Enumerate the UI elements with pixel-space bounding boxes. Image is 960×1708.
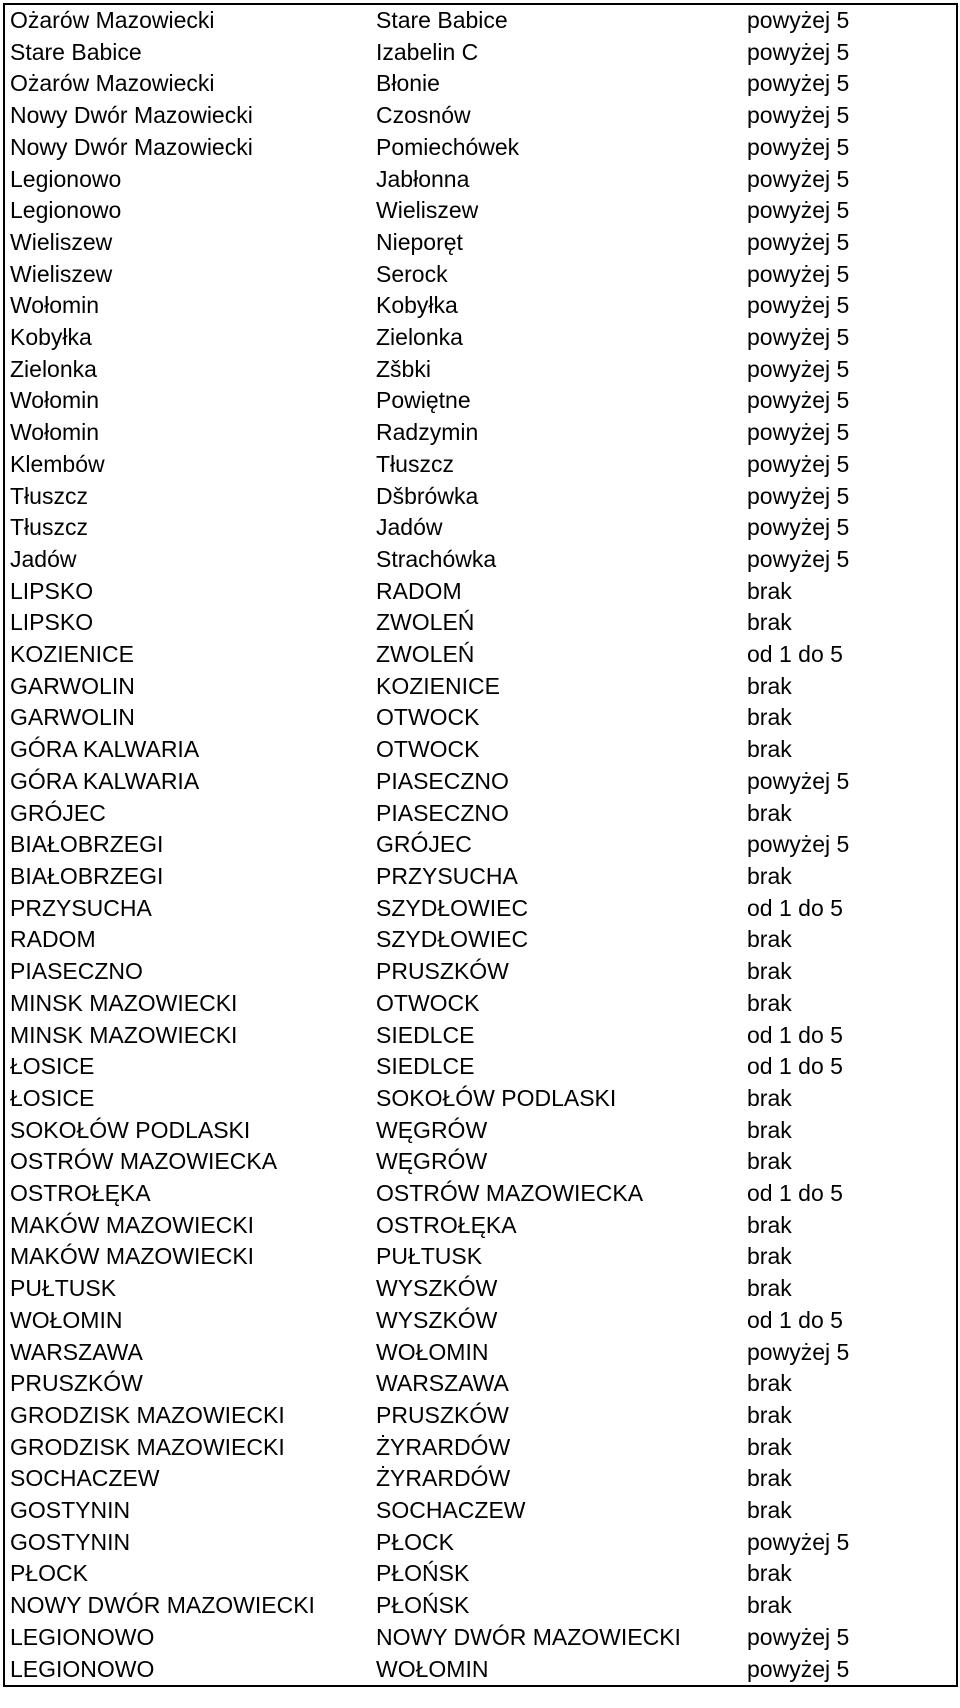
value-cell: powyżej 5: [747, 1528, 850, 1555]
table-row: [4, 1115, 957, 1147]
table-row: [4, 259, 957, 291]
to-cell: OTWOCK: [376, 989, 480, 1016]
to-cell: WOŁOMIN: [376, 1338, 489, 1365]
to-cell: Powiętne: [376, 387, 471, 414]
table-row: [4, 227, 957, 259]
value-cell: brak: [747, 1116, 792, 1143]
from-cell: Legionowo: [10, 165, 122, 192]
from-cell: GRODZISK MAZOWIECKI: [10, 1433, 285, 1460]
from-cell: SOCHACZEW: [10, 1465, 160, 1492]
table-row: [4, 988, 957, 1020]
to-cell: WYSZKÓW: [376, 1275, 498, 1302]
value-cell: powyżej 5: [747, 133, 850, 160]
table-row: [4, 544, 957, 576]
from-cell: GARWOLIN: [10, 704, 135, 731]
table-row: [4, 702, 957, 734]
value-cell: powyżej 5: [747, 831, 850, 858]
from-cell: Tłuszcz: [10, 514, 88, 541]
value-cell: brak: [747, 704, 792, 731]
to-cell: ŻYRARDÓW: [376, 1465, 511, 1492]
value-cell: brak: [747, 989, 792, 1016]
from-cell: Wieliszew: [10, 260, 113, 287]
value-cell: brak: [747, 1243, 792, 1270]
value-cell: powyżej 5: [747, 292, 850, 319]
to-cell: Stare Babice: [376, 7, 508, 33]
from-cell: PIASECZNO: [10, 958, 143, 985]
value-cell: powyżej 5: [747, 419, 850, 446]
table-row: [4, 607, 957, 639]
to-cell: PRUSZKÓW: [376, 1401, 509, 1428]
table-row: [4, 1178, 957, 1210]
table-row: [4, 671, 957, 703]
from-cell: MINSK MAZOWIECKI: [10, 989, 238, 1016]
value-cell: powyżej 5: [747, 228, 850, 255]
value-cell: powyżej 5: [747, 260, 850, 287]
table-row: [4, 861, 957, 893]
value-cell: brak: [747, 799, 792, 826]
to-cell: Zielonka: [376, 324, 463, 351]
to-cell: Tłuszcz: [376, 450, 454, 477]
from-cell: RADOM: [10, 926, 96, 953]
value-cell: brak: [747, 1465, 792, 1492]
table-row: [4, 1654, 957, 1687]
table-row: [4, 798, 957, 830]
value-cell: powyżej 5: [747, 355, 850, 382]
from-cell: GRÓJEC: [10, 799, 106, 826]
from-cell: Jadów: [10, 545, 77, 572]
table-row: [4, 195, 957, 227]
from-cell: Nowy Dwór Mazowiecki: [10, 102, 253, 129]
from-cell: MAKÓW MAZOWIECKI: [10, 1211, 255, 1238]
value-cell: powyżej 5: [747, 387, 850, 414]
table-row: [4, 576, 957, 608]
value-cell: brak: [747, 1433, 792, 1460]
value-cell: powyżej 5: [747, 102, 850, 129]
to-cell: OSTROŁĘKA: [376, 1211, 517, 1238]
to-cell: Izabelin C: [376, 38, 479, 65]
value-cell: powyżej 5: [747, 1338, 850, 1365]
to-cell: Kobyłka: [376, 292, 458, 319]
table-row: [4, 893, 957, 925]
to-cell: Radzymin: [376, 419, 479, 446]
table-row: [4, 1051, 957, 1083]
table-row: [4, 1368, 957, 1400]
from-cell: Wołomin: [10, 387, 100, 414]
to-cell: WOŁOMIN: [376, 1655, 489, 1682]
from-cell: Nowy Dwór Mazowiecki: [10, 133, 253, 160]
to-cell: Strachówka: [376, 545, 497, 572]
table-row: [4, 417, 957, 449]
from-cell: ŁOSICE: [10, 1084, 95, 1111]
value-cell: od 1 do 5: [747, 1053, 843, 1080]
table-row: [4, 734, 957, 766]
table-row: [4, 956, 957, 988]
from-cell: GÓRA KALWARIA: [10, 767, 200, 794]
to-cell: WĘGRÓW: [376, 1116, 488, 1143]
to-cell: WĘGRÓW: [376, 1148, 488, 1175]
from-cell: Ożarów Mazowiecki: [10, 70, 215, 97]
table-row: [4, 132, 957, 164]
to-cell: SOKOŁÓW PODLASKI: [376, 1084, 617, 1111]
from-cell: ŁOSICE: [10, 1053, 95, 1080]
to-cell: Czosnów: [376, 102, 471, 129]
to-cell: ZWOLEŃ: [376, 641, 475, 668]
from-cell: MINSK MAZOWIECKI: [10, 1021, 238, 1048]
value-cell: od 1 do 5: [747, 894, 843, 921]
value-cell: powyżej 5: [747, 482, 850, 509]
from-cell: LEGIONOWO: [10, 1623, 155, 1650]
from-cell: GARWOLIN: [10, 672, 135, 699]
from-cell: Ożarów Mazowiecki: [10, 7, 215, 33]
table-body: [4, 4, 957, 1686]
value-cell: brak: [747, 577, 792, 604]
from-cell: NOWY DWÓR MAZOWIECKI: [10, 1592, 315, 1619]
table-row: [4, 1020, 957, 1052]
from-cell: LIPSKO: [10, 609, 94, 636]
from-cell: Wołomin: [10, 292, 100, 319]
table-row: [4, 322, 957, 354]
from-cell: PRUSZKÓW: [10, 1370, 143, 1397]
from-cell: PUŁTUSK: [10, 1275, 117, 1302]
value-cell: brak: [747, 1370, 792, 1397]
from-cell: Stare Babice: [10, 38, 142, 65]
from-cell: WARSZAWA: [10, 1338, 143, 1365]
to-cell: WARSZAWA: [376, 1370, 509, 1397]
table-row: [4, 639, 957, 671]
from-cell: Legionowo: [10, 197, 122, 224]
table-row: [4, 1400, 957, 1432]
table-row: [4, 1622, 957, 1654]
from-cell: LIPSKO: [10, 577, 94, 604]
value-cell: powyżej 5: [747, 767, 850, 794]
to-cell: OTWOCK: [376, 736, 480, 763]
to-cell: Dšbrówka: [376, 482, 479, 509]
value-cell: powyżej 5: [747, 514, 850, 541]
to-cell: SZYDŁOWIEC: [376, 894, 529, 921]
value-cell: od 1 do 5: [747, 641, 843, 668]
to-cell: PIASECZNO: [376, 799, 509, 826]
to-cell: GRÓJEC: [376, 831, 472, 858]
value-cell: powyżej 5: [747, 7, 850, 33]
table-row: [4, 449, 957, 481]
to-cell: SOCHACZEW: [376, 1497, 526, 1524]
to-cell: Serock: [376, 260, 448, 287]
value-cell: brak: [747, 1560, 792, 1587]
value-cell: powyżej 5: [747, 1655, 850, 1682]
value-cell: brak: [747, 1148, 792, 1175]
value-cell: brak: [747, 862, 792, 889]
from-cell: Tłuszcz: [10, 482, 88, 509]
to-cell: OSTRÓW MAZOWIECKA: [376, 1180, 644, 1207]
table-row: [4, 290, 957, 322]
table-row: [4, 1527, 957, 1559]
from-cell: BIAŁOBRZEGI: [10, 831, 164, 858]
to-cell: PŁOCK: [376, 1528, 454, 1555]
to-cell: SIEDLCE: [376, 1021, 475, 1048]
table-row: [4, 1337, 957, 1369]
table-row: [4, 481, 957, 513]
to-cell: NOWY DWÓR MAZOWIECKI: [376, 1623, 681, 1650]
to-cell: RADOM: [376, 577, 462, 604]
to-cell: Nieporęt: [376, 228, 463, 255]
table-row: [4, 100, 957, 132]
value-cell: brak: [747, 736, 792, 763]
to-cell: Błonie: [376, 70, 440, 97]
value-cell: powyżej 5: [747, 197, 850, 224]
to-cell: PUŁTUSK: [376, 1243, 483, 1270]
value-cell: brak: [747, 672, 792, 699]
from-cell: Wieliszew: [10, 228, 113, 255]
table-row: [4, 385, 957, 417]
to-cell: PRUSZKÓW: [376, 958, 509, 985]
to-cell: PRZYSUCHA: [376, 862, 518, 889]
value-cell: brak: [747, 1275, 792, 1302]
value-cell: brak: [747, 1497, 792, 1524]
table-row: [4, 164, 957, 196]
table-row: [4, 512, 957, 544]
to-cell: ZWOLEŃ: [376, 609, 475, 636]
table-row: [4, 354, 957, 386]
value-cell: od 1 do 5: [747, 1021, 843, 1048]
value-cell: powyżej 5: [747, 165, 850, 192]
to-cell: WYSZKÓW: [376, 1306, 498, 1333]
from-cell: PŁOCK: [10, 1560, 88, 1587]
table-row: [4, 37, 957, 69]
table-row: [4, 924, 957, 956]
table-row: [4, 4, 957, 37]
table-row: [4, 1432, 957, 1464]
to-cell: OTWOCK: [376, 704, 480, 731]
to-cell: Pomiechówek: [376, 133, 520, 160]
from-cell: BIAŁOBRZEGI: [10, 862, 164, 889]
to-cell: ŻYRARDÓW: [376, 1433, 511, 1460]
from-cell: GOSTYNIN: [10, 1497, 131, 1524]
from-cell: PRZYSUCHA: [10, 894, 152, 921]
from-cell: Wołomin: [10, 419, 100, 446]
table-row: [4, 1305, 957, 1337]
value-cell: powyżej 5: [747, 38, 850, 65]
from-cell: KOZIENICE: [10, 641, 134, 668]
from-cell: GÓRA KALWARIA: [10, 736, 200, 763]
to-cell: PIASECZNO: [376, 767, 509, 794]
from-cell: Kobyłka: [10, 324, 92, 351]
value-cell: od 1 do 5: [747, 1306, 843, 1333]
from-cell: LEGIONOWO: [10, 1655, 155, 1682]
to-cell: Jabłonna: [376, 165, 470, 192]
from-cell: SOKOŁÓW PODLASKI: [10, 1116, 251, 1143]
table-row: [4, 1495, 957, 1527]
table-row: [4, 766, 957, 798]
from-cell: OSTROŁĘKA: [10, 1180, 151, 1207]
from-cell: GOSTYNIN: [10, 1528, 131, 1555]
to-cell: PŁOŃSK: [376, 1560, 470, 1587]
to-cell: PŁOŃSK: [376, 1592, 470, 1619]
data-table: [3, 3, 958, 1687]
table-row: [4, 1241, 957, 1273]
value-cell: brak: [747, 1211, 792, 1238]
table-row: [4, 1590, 957, 1622]
from-cell: OSTRÓW MAZOWIECKA: [10, 1148, 278, 1175]
from-cell: Klembów: [10, 450, 105, 477]
table-row: [4, 829, 957, 861]
from-cell: Zielonka: [10, 355, 97, 382]
value-cell: brak: [747, 1401, 792, 1428]
value-cell: powyżej 5: [747, 70, 850, 97]
value-cell: od 1 do 5: [747, 1180, 843, 1207]
from-cell: MAKÓW MAZOWIECKI: [10, 1243, 255, 1270]
value-cell: brak: [747, 958, 792, 985]
from-cell: GRODZISK MAZOWIECKI: [10, 1401, 285, 1428]
to-cell: Wieliszew: [376, 197, 479, 224]
to-cell: Jadów: [376, 514, 443, 541]
value-cell: powyżej 5: [747, 1623, 850, 1650]
table-row: [4, 1146, 957, 1178]
value-cell: brak: [747, 1084, 792, 1111]
table-row: [4, 1463, 957, 1495]
table-row: [4, 1558, 957, 1590]
value-cell: powyżej 5: [747, 545, 850, 572]
value-cell: powyżej 5: [747, 324, 850, 351]
value-cell: brak: [747, 926, 792, 953]
value-cell: brak: [747, 609, 792, 636]
table-row: [4, 1210, 957, 1242]
table-row: [4, 1083, 957, 1115]
to-cell: SIEDLCE: [376, 1053, 475, 1080]
to-cell: SZYDŁOWIEC: [376, 926, 529, 953]
table-row: [4, 1273, 957, 1305]
from-cell: WOŁOMIN: [10, 1306, 123, 1333]
to-cell: Zšbki: [376, 355, 431, 382]
table-row: [4, 68, 957, 100]
value-cell: brak: [747, 1592, 792, 1619]
value-cell: powyżej 5: [747, 450, 850, 477]
to-cell: KOZIENICE: [376, 672, 500, 699]
